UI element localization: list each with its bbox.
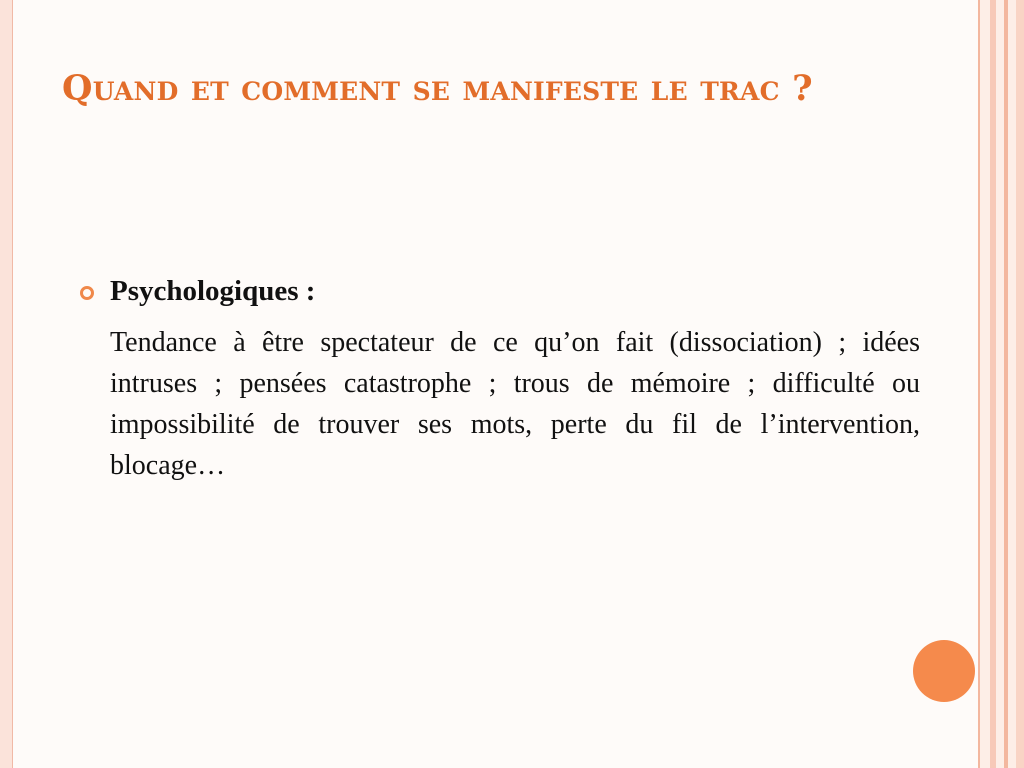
bullet-heading: Psychologiques : [110, 275, 316, 307]
frame-stripe [978, 0, 980, 768]
left-frame-border [0, 0, 13, 768]
frame-stripe [1004, 0, 1008, 768]
ring-bullet-icon [80, 286, 94, 300]
slide-title: Quand et comment se manifeste le trac ? [62, 68, 813, 109]
bullet-body-text: Tendance à être spectateur de ce qu’on fait (dissociation) ; idées intruses ; pensées catastrophe ; trous de mémoire ; difficulté ou impossibilité de trouver ses mots, perte du fil de l’intervention, blocage… [110, 327, 920, 481]
frame-stripe [990, 0, 996, 768]
frame-stripe [1016, 0, 1024, 768]
decorative-circle [913, 640, 975, 702]
